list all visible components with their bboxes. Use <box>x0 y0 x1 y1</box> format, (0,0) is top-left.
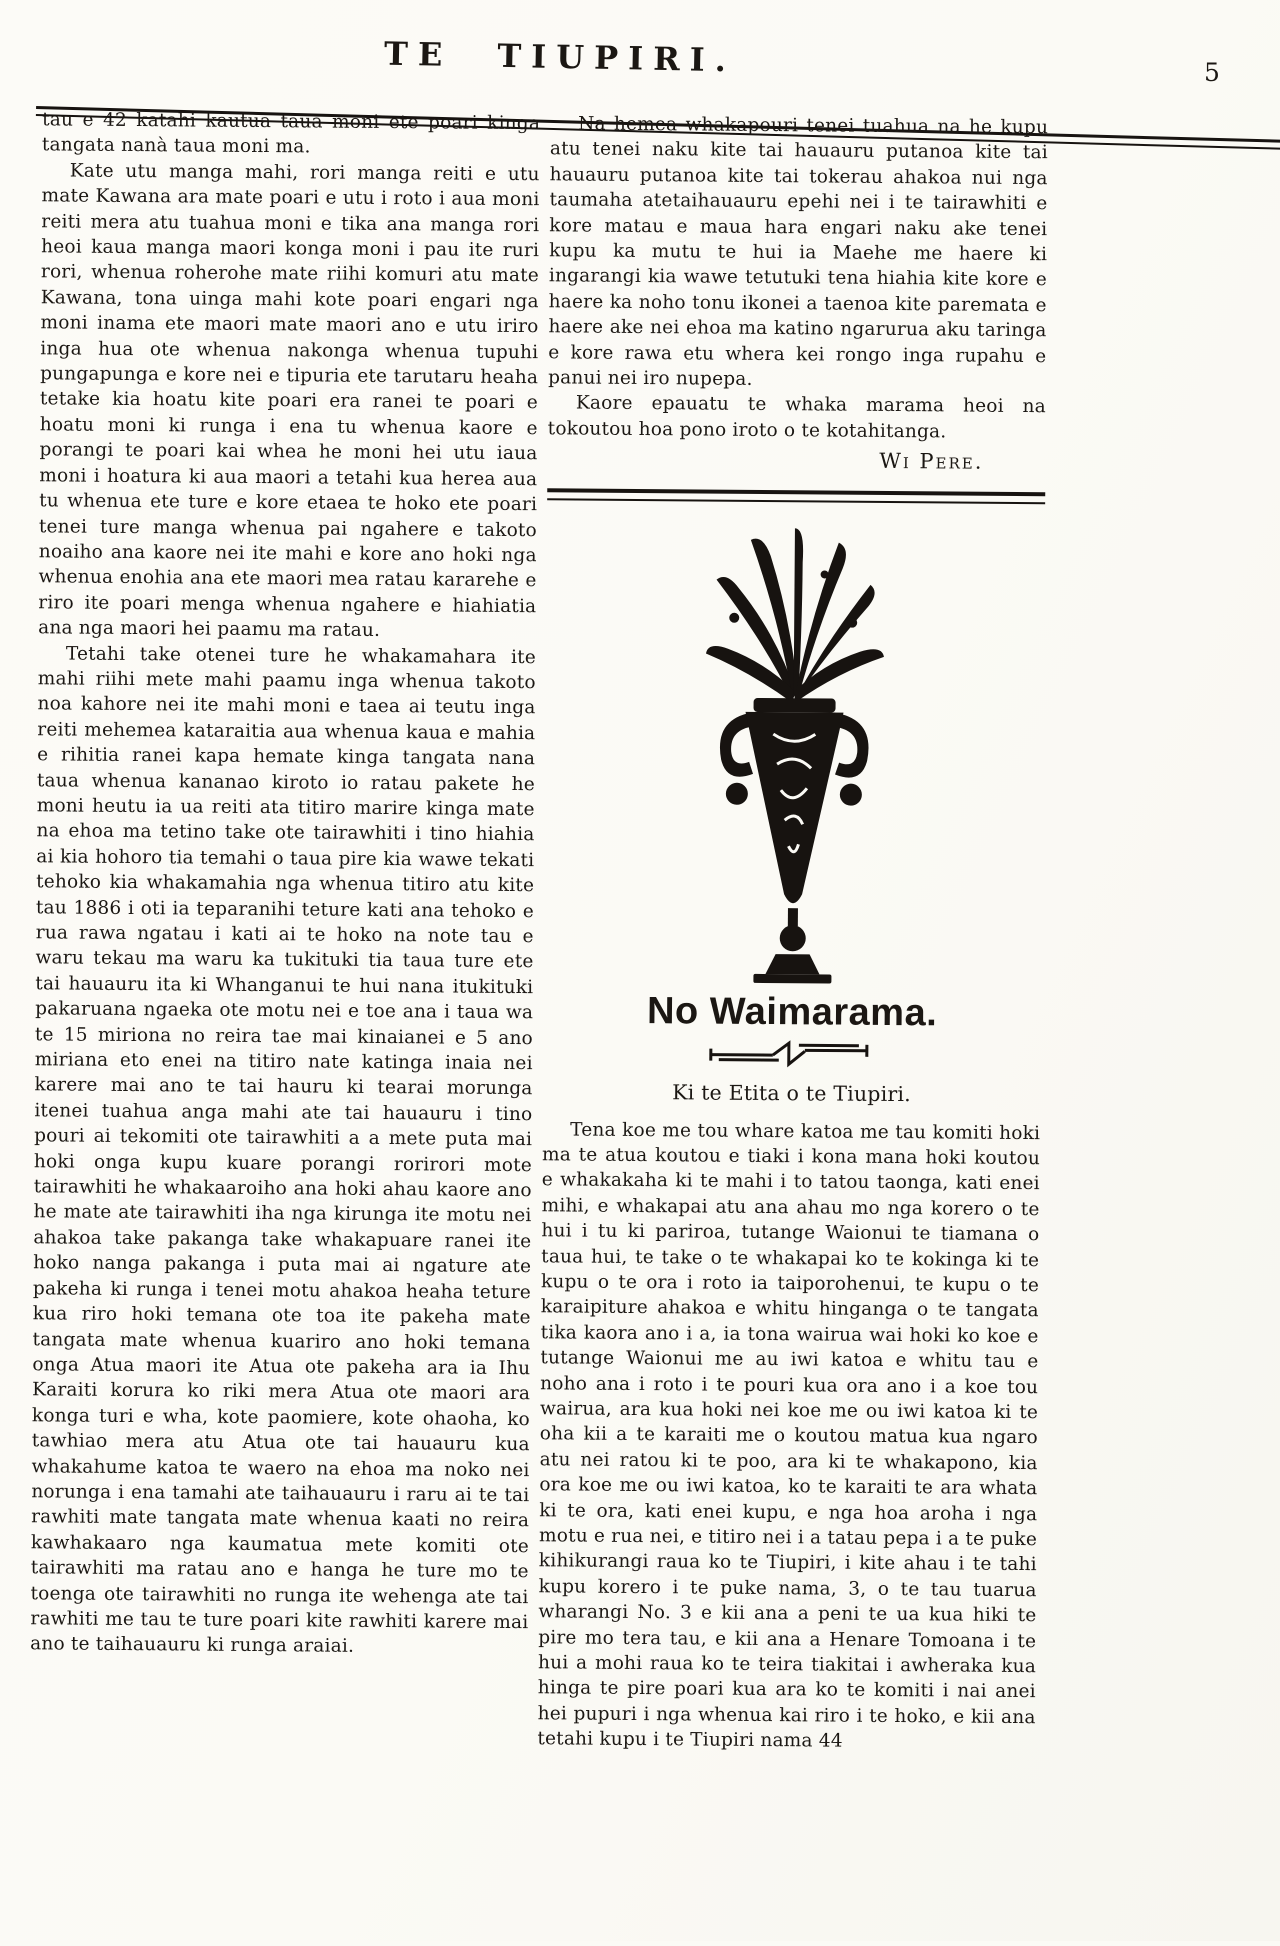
divider-wrap <box>543 1035 1041 1075</box>
masthead-title: TE TIUPIRI. <box>383 34 737 80</box>
right-column <box>537 111 1048 1756</box>
left-column <box>30 107 540 1661</box>
paragraph: Tena koe me tou whare katoa me tau komiti hoki ma te atua koutou e tiaki i kona mana hoki koutou e whakakaha ki te mahi i to tatou taonga, kati enei mihi, e whakapai atu ana ahau mo nga korero o te hui i tu ki pariroa, tutange Waionui te tiamana o taua hui, te take o te whakapai ko te kokinga ki te kupu o te ora i roto ia taiporohenui, te kupu o te karaipiture ahakoa e whitu hinganga o te tangata tika kaora ano i a, ia tona wairua wai hoki ko koe e tutange Waionui me au iwi katoa e whitu tau e noho ana i roto i te pouri kua ora ano i a koe tou wairua, ara kua hoki nei koe me ou iwi katoa ki te oha kii a te karaiti me o koutou matua kua ngaro atu nei ratou ki te poo, ara ki te whakapono, kia ora koe me ou iwi katoa, ko te karaiti te ara whata ki te ora, kati enei kupu, e nga hoa aroha i nga motu e rua nei, e titiro nei i a tatau pepa i a te puke kihikurangi raua ko te Tiupiri, i kite ahau i te tahi kupu korero i te puke nama, 3, o te tau tuarua wharangi No. 3 e kii ana a peni te ua kua hiki te pire mo tera tau, e kii ana a Henare Tomoana i te hui a mohi raua ko te teira tiakitai i awheraka kua hinga te pire poari kua ara ko te komiti i nai anei hei pupuri i nga whenua kai riro i te hoko, e kii ana tetahi kupu i te Tiupiri nama 44 <box>537 1118 1041 1752</box>
salutation: Ki te Etita o te Tiupiri. <box>672 1080 911 1107</box>
paragraph: Kate utu manga mahi, rori manga reiti e utu mate Kawana ara mate poari e utu i roto i aua moni reiti mera atu tuahua moni e tika ana manga rori heoi kaua manga maori konga moni i pau ite ruri rori, whenua roherohe mate riihi komuri atu mate Kawana, tona uinga mahi kote poari engari nga moni inama ete maori mate maori ano e utu iriro inga hua ote whenua nakonga whenua tupuhi pungapunga e kore nei e tipuria ete tarutaru heaha tetake kia hoatu kite poari era ranei te poari e hoatu moni ki runga i ena tu whenua kaore e porangi te poari kai whea he moni hei utu iaua moni i hoatura ki aua maori a tetahi kua herea aua tu whenua ete ture e kore etaea te hoko ete poari tenei ture manga whenua pai ngahere e takoto noaiho ana kaore nei ite mahi e kore ano hoki nga whenua enohia ana ete maori mea ratau kararehe e riro ite poari menga whenua ngahere e hiahiatia ana nga maori hei paamu ma ratau. <box>38 160 540 642</box>
paragraph: Tetahi take otenei ture he whakamahara ite mahi riihi mete mahi paamu inga whenua takoto noa kahore nei ite mahi moni e taea ai teutu inga reiti mehemea kataraitia aua whenua kaua e mahia e rihitia ranei kapa hemate kinga tangata nana taua whenua kananao kiroto io ratau pakete he moni heutu ia ua reiti ata titiro marire kinga mate na ehoa ma tetino take ote tairawhiti i tino hiahia ai kia hohoro tia temahi o taua pire kia wawe tekati tehoko kia whakamahia nga whenua titiro atu kite tau 1886 i oti ia teparanihi teture kati ana tehoko e rua rawa ngatau i kati ai te hoko na note tau e waru tekau ma waru ka tukituki tia taua ture ete tai hauauru ita ki Whanganui te hui nana itukituki pakaruana ngaeka ote motu nei e toe ana i taua wa te 15 miriona no reira tae mai kinaianei e 5 ano miriana eto enei na titiro nate katinga inaia nei karere mai ano te tai hauru ki tearai morunga itenei tuahua anga mahi ate tai hauauru i tino pouri ai tekomiti ote tairawhiti a a mete puta mai hoki onga kupu kuare porangi rorirori mote tairawhiti he whakaaroiho ana hoki ahau kaore ano he mate ate tairawhiti iha nga kirunga ite motu nei ahakoa take pakanga take whakapuare ranei ite hoko nanga pakanga i puta mai ai ngature ate pakeha ki runga i tenei motu ahakoa heaha teture kua riro hoki temana ote toa ite pakeha mate tangata mate whenua kuariro ano hoki temana onga Atua maori ite Atua ote pakeha ara ia Ihu Karaiti korura ko riki mera Atua ote maori ara konga turi e wha, kote paomiere, kote ohaoha, ko tawhiao mera atu Atua ote tai hauauru kua whakahume katoa te waero na ehoa ma noko nei norunga i ena tamahi ate taihauauru i raru ai te tai rawhiti mate tangata mate whenua kaati no reira kawhakaaro nga kaumatua mete komiti ote tairawhiti ma ratau ano e hanga he ture mo te toenga ote tairawhiti no runga ite wehenga ate tai rawhiti me tau te ture poari kite rawhiti karere mai ano te taihauauru ki runga araiai. <box>30 643 537 1658</box>
page-number: 5 <box>1204 58 1220 87</box>
signature-double-rule <box>547 488 1045 504</box>
paragraph: Kaore epauatu te whaka marama heoi na tokoutou hoa pono iroto o te kotahitanga. <box>547 392 1046 443</box>
paragraph: Na hemea whakapouri tenei tuahua na he kupu atu tenei naku kite tai hauauru putanoa kite tai hauauru putanoa kite tai tokerau ahakoa nui nga taumaha atetaihauauru epehi nei i te tairawhiti e kore matau e maua hara engari naku ake tenei kupu ka mutu te hui ia Maehe me haere ki ingarangi kia wawe tetutuki tena hiahia kite kore e haere ka noho tonu ikonei a taenoa kite paremata e haere ake nei ehoa ma katino ngarurua aku taringa e kore rawa etu whera kei rongo inga rupahu e panui nei iro nupepa. <box>548 113 1049 390</box>
ornament-wrap <box>543 512 1045 1002</box>
paragraph: tau e 42 katahi kautua taua moni ete poari kinga tangata nanà taua moni ma. <box>41 109 541 158</box>
scroll-divider-ornament <box>707 1037 877 1072</box>
signature: Wi Pere. <box>879 449 984 474</box>
letter-section-body <box>537 1117 1040 1756</box>
section-title: No Waimarama. <box>646 989 938 1035</box>
letter-body <box>548 111 1049 445</box>
plant-urn-engraving <box>695 521 893 993</box>
